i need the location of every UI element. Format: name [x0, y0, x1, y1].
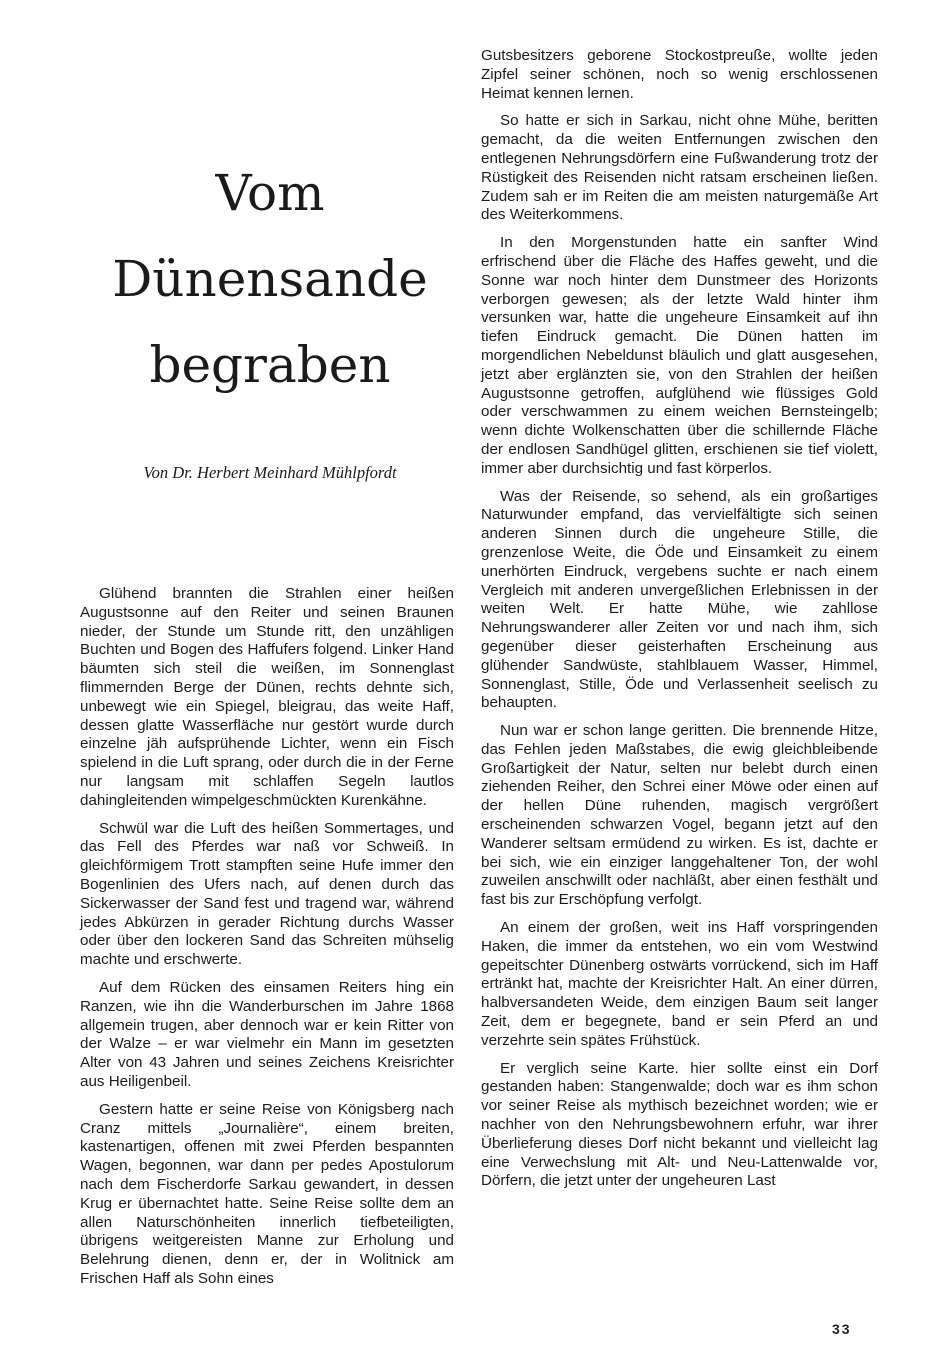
page-number: 33 — [832, 1321, 852, 1337]
paragraph: Glühend brannten die Strahlen einer heißen Augustsonne auf den Reiter und seinen Braunen nieder, der Stunde um Stunde ritt, den unzähligen Buchten und Bogen des Haffufers folgend. Linker Hand bäumten sich steil die weißen, im Sonnenglast flimmernden Berge der Dünen, rechts dehnte sich, unbewegt wie ein Spiegel, bleigrau, das weite Haff, dessen glatte Wasserfläche nur gestört wurde durch einzelne jäh aufsprühende Lichter, wenn ein Fisch spielend in die Luft sprang, oder durch die in der Ferne nur langsam mit schlaffen Segeln lautlos dahingleitenden wimpelgeschmückten Kurenkähne. — [80, 585, 454, 809]
author-byline: Von Dr. Herbert Meinhard Mühlpfordt — [143, 463, 397, 482]
paragraph: Schwül war die Luft des heißen Sommertages, und das Fell des Pferdes war naß vor Schweiß. In gleichförmigem Trott stampften seine Hufe immer den Bogenlinien des Ufers nach, auf denen durch das Sickerwasser der Sand fest und tragend war, während jedes Abkürzen in gerader Richtung durchs Wasser oder über den lockeren Sand das Schreiten mühselig machte und erschwerte. — [80, 819, 454, 969]
article-title — [40, 150, 500, 408]
title-line-3: begraben — [149, 336, 391, 394]
paragraph: In den Morgenstunden hatte ein sanfter Wind erfrischend über die Fläche des Haffes geweht, und die Sonne war noch hinter dem Dunstmeer des Horizonts verborgen gewesen; als der letzte Wald hinter ihm versunken war, hatte die ungeheure Einsamkeit auf ihn tiefen Eindruck gemacht. Die Dünen hatten im morgendlichen Nebeldunst bläulich und glatt ausgesehen, jetzt aber erglänzten sie, von den Strahlen der heißen Augustsonne getroffen, aufglühend wie flüssiges Gold oder verschwammen zu einem weichen Bernsteingelb; wenn dichte Wolkenschatten über die schillernde Fläche der endlosen Sandhügel glitten, erschienen sie tief violett, immer aber durchsichtig und fast körperlos. — [481, 234, 878, 477]
right-text-column — [481, 47, 878, 1200]
title-line-2: Dünensande — [112, 250, 428, 308]
paragraph: Gestern hatte er seine Reise von Königsberg nach Cranz mittels „Journalière“, einem breiten, kastenartigen, offenen mit zwei Pferden bespannten Wagen, begonnen, war dann per pedes Apostulorum nach dem Fischerdorfe Sarkau gewandert, in dessen Krug er übernachtet hatte. Seine Reise sollte dem an allen Naturschönheiten innerlich tiefbeteiligten, übrigens weitgereisten Manne zur Erholung und Belehrung dienen, denn er, der in Wolitnick am Frischen Haff als Sohn eines — [80, 1100, 454, 1287]
left-text-column — [80, 585, 454, 1298]
paragraph: Was der Reisende, so sehend, als ein großartiges Naturwunder empfand, das vervielfältigte sich seinen anderen Sinnen durch die ungeheure Stille, die grenzenlose Weite, die Öde und Einsamkeit zu einem unerhörten Eindruck, vergebens suchte er nach einem Vergleich mit anderen unvergeßlichen Erlebnissen in der weiten Welt. Er hatte Mühe, wie zahllose Nehrungswanderer aller Zeiten vor und nach ihm, sich gegenüber dieser geisterhaften Erscheinung aus glühender Sandwüste, stahlblauem Wasser, Himmel, Sonnenglast, Stille, Öde und Verlassenheit seelisch zu behaupten. — [481, 487, 878, 712]
paragraph: An einem der großen, weit ins Haff vorspringenden Haken, die immer da entstehen, wo ein vom Westwind gepeitschter Dünenberg ostwärts vorrückend, sich im Haff ertränkt hat, machte der Kreisrichter Halt. An einer dürren, halbversandeten Weide, dem einzigen Baum seit langer Zeit, dem er begegnete, band er sein Pferd an und verzehrte sein spätes Frühstück. — [481, 919, 878, 1049]
paragraph: Auf dem Rücken des einsamen Reiters hing ein Ranzen, wie ihn die Wanderburschen im Jahre 1868 allgemein trugen, aber dennoch war er kein Ritter von der Walze – er war vielmehr ein Mann im gesetzten Alter von 43 Jahren und seines Zeichens Kreisrichter aus Heiligenbeil. — [80, 978, 454, 1090]
paragraph: Er verglich seine Karte. hier sollte einst ein Dorf gestanden haben: Stangenwalde; doch war es ihm schon vor seiner Reise als mythisch bezeichnet worden; wie er nachher von den Nehrungsbewohnern erfuhr, war ihrer Überlieferung dieses Dorf nicht bekannt und vielleicht lag eine Verwechslung mit Alt- und Neu-Lattenwalde vor, Dörfern, die jetzt unter der ungeheuren Last — [481, 1059, 878, 1190]
paragraph: Nun war er schon lange geritten. Die brennende Hitze, das Fehlen jeden Maßstabes, die ewig gleichbleibende Großartigkeit der Natur, selten nur belebt durch einen ziehenden Reiher, den Schrei einer Möwe oder einen auf der hellen Düne ruhenden, magisch vergrößert erscheinenden schwarzen Vogel, begann jetzt auf den Wanderer seltsam ermüdend zu wirken. Es ist, dachte er bei sich, wie ein einziger langgehaltener Ton, der wohl zuweilen anschwillt oder nachläßt, aber einen festhält und fast bis zur Erschöpfung verfolgt. — [481, 722, 878, 909]
paragraph-continued: Gutsbesitzers geborene Stockostpreuße, wollte jeden Zipfel seiner schönen, noch so wenig erschlossenen Heimat kennen lernen. — [481, 47, 878, 102]
title-line-1: Vom — [215, 164, 325, 222]
paragraph: So hatte er sich in Sarkau, nicht ohne Mühe, beritten gemacht, da die weiten Entfernungen zwischen den entlegenen Nehrungsdörfern eine Fußwanderung trotz der Rüstigkeit des Reisenden nicht ratsam erscheinen ließen. Zudem sah er im Reiten die am meisten naturgemäße Art des Weiterkommens. — [481, 112, 878, 224]
